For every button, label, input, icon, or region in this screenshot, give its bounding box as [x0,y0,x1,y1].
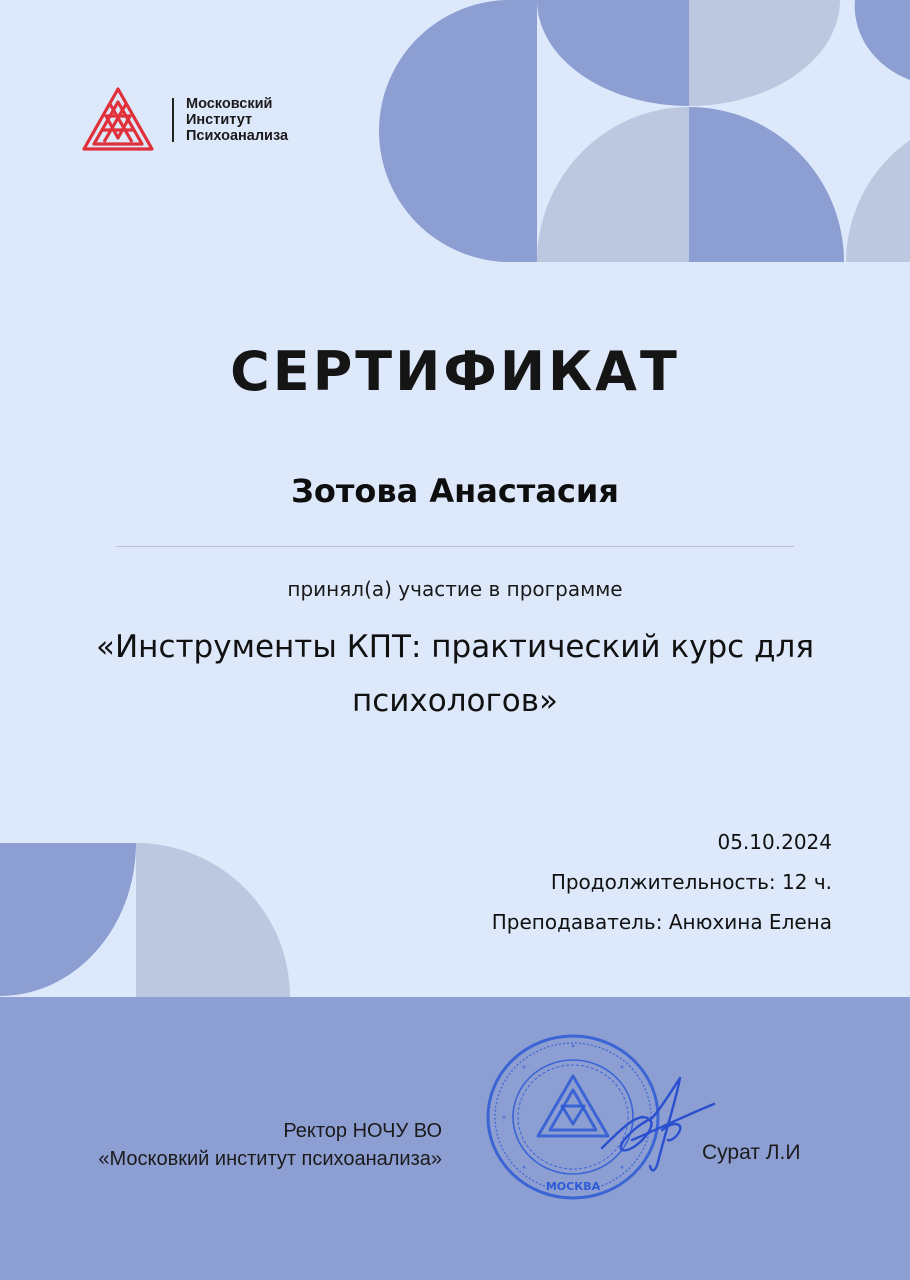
participation-text: принял(а) участие в программе [287,577,623,601]
deco-lower-arc-1 [0,843,136,996]
logo-text [186,96,288,144]
program-title [80,620,830,728]
triangle-knot-logo-icon [82,86,154,154]
logo-line-3: Психоанализа [186,128,289,144]
rector-line-1: Ректор НОЧУ ВО [283,1120,442,1142]
duration: Продолжительность: 12 ч. [550,870,832,894]
recipient-name: Зотова Анастасия [291,472,619,510]
deco-mid-arc-3 [846,140,910,262]
institute-logo [82,86,322,156]
signer-name: Сурат Л.И [702,1141,801,1164]
logo-line-2: Институт [186,112,253,128]
certificate-title: СЕРТИФИКАТ [230,340,680,403]
program-title-line-2: психологов» [351,683,559,719]
deco-mid-arc-2 [689,107,844,262]
deco-top-arc-2 [689,0,840,106]
deco-top-arc-3 [855,0,910,80]
rector-line-2: «Московкий институт психоанализа» [98,1148,442,1170]
deco-top-arc-1 [537,0,689,106]
divider-line [116,546,794,547]
certificate-details [492,822,832,942]
teacher: Преподаватель: Анюхина Елена [491,910,832,934]
program-title-line-1: «Инструменты КПТ: практический курс для [96,629,814,665]
rector-title [98,1117,442,1173]
stamp-city: МОСКВА [545,1180,601,1193]
deco-lower-arc-2 [136,843,290,997]
issue-date: 05.10.2024 [717,830,832,854]
logo-divider [172,98,174,142]
deco-mid-arc-1 [537,107,689,262]
logo-line-1: Московский [186,96,273,112]
